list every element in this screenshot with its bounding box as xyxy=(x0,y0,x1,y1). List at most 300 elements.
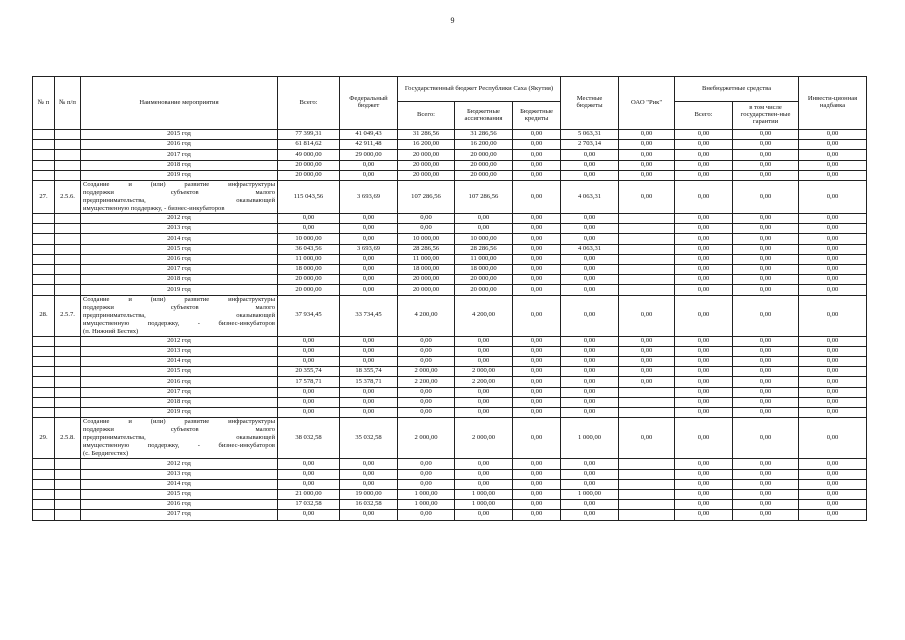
investment-bonus-cell: 0,00 xyxy=(799,387,867,397)
state-total-cell: 2 200,00 xyxy=(398,377,455,387)
rik-cell xyxy=(619,254,675,264)
extra-guarantees-cell: 0,00 xyxy=(733,387,799,397)
state-allocations-cell: 0,00 xyxy=(455,214,513,224)
extra-guarantees-cell: 0,00 xyxy=(733,459,799,469)
extra-guarantees-cell: 0,00 xyxy=(733,224,799,234)
measure-code-empty xyxy=(55,130,81,140)
year-label: 2013 год xyxy=(81,224,278,234)
total-cell: 17 032,58 xyxy=(278,500,340,510)
measure-name-line: имущественную поддержку, - бизнес-инкубаторов xyxy=(83,442,275,450)
extra-total-cell: 0,00 xyxy=(675,160,733,170)
year-label: 2014 год xyxy=(81,357,278,367)
row-number-empty xyxy=(33,160,55,170)
extra-guarantees-cell: 0,00 xyxy=(733,214,799,224)
extra-guarantees-cell: 0,00 xyxy=(733,397,799,407)
year-row xyxy=(33,265,867,275)
state-total-cell: 0,00 xyxy=(398,224,455,234)
state-allocations-cell: 20 000,00 xyxy=(455,150,513,160)
local-cell: 0,00 xyxy=(561,479,619,489)
measure-code-empty xyxy=(55,510,81,520)
rik-cell: 0,00 xyxy=(619,367,675,377)
extra-total-cell: 0,00 xyxy=(675,214,733,224)
rik-cell: 0,00 xyxy=(619,295,675,336)
year-row xyxy=(33,367,867,377)
state-credits-cell: 0,00 xyxy=(513,170,561,180)
year-label: 2012 год xyxy=(81,214,278,224)
investment-bonus-cell: 0,00 xyxy=(799,469,867,479)
extra-total-cell: 0,00 xyxy=(675,459,733,469)
state-total-cell: 0,00 xyxy=(398,397,455,407)
extra-guarantees-cell: 0,00 xyxy=(733,489,799,499)
row-number-empty xyxy=(33,387,55,397)
state-allocations-cell: 0,00 xyxy=(455,459,513,469)
state-total-cell: 107 286,56 xyxy=(398,180,455,213)
local-cell: 0,00 xyxy=(561,336,619,346)
measure-name-line: имущественную поддержку, - бизнес-инкубаторов xyxy=(83,205,225,213)
local-cell: 0,00 xyxy=(561,500,619,510)
state-allocations-cell: 2 000,00 xyxy=(455,418,513,459)
row-number-empty xyxy=(33,265,55,275)
total-cell: 20 000,00 xyxy=(278,285,340,295)
total-cell: 20 000,00 xyxy=(278,160,340,170)
federal-cell: 0,00 xyxy=(340,214,398,224)
header-rik: ОАО "Рик" xyxy=(619,77,675,130)
state-total-cell: 11 000,00 xyxy=(398,254,455,264)
extra-total-cell: 0,00 xyxy=(675,275,733,285)
investment-bonus-cell: 0,00 xyxy=(799,140,867,150)
rik-cell: 0,00 xyxy=(619,346,675,356)
measure-code: 2.5.8. xyxy=(55,418,81,459)
federal-cell: 0,00 xyxy=(340,336,398,346)
measure-code-empty xyxy=(55,500,81,510)
investment-bonus-cell: 0,00 xyxy=(799,479,867,489)
federal-cell: 0,00 xyxy=(340,479,398,489)
state-total-cell: 20 000,00 xyxy=(398,160,455,170)
year-label: 2016 год xyxy=(81,254,278,264)
measure-name xyxy=(81,295,278,336)
total-cell: 17 578,71 xyxy=(278,377,340,387)
state-credits-cell: 0,00 xyxy=(513,357,561,367)
extra-guarantees-cell: 0,00 xyxy=(733,469,799,479)
year-label: 2016 год xyxy=(81,377,278,387)
state-allocations-cell: 28 286,56 xyxy=(455,244,513,254)
year-row xyxy=(33,275,867,285)
row-number-empty xyxy=(33,489,55,499)
total-cell: 0,00 xyxy=(278,408,340,418)
year-label: 2013 год xyxy=(81,346,278,356)
header-no: № п xyxy=(33,77,55,130)
header-federal: Федеральный бюджет xyxy=(340,77,398,130)
extra-total-cell: 0,00 xyxy=(675,130,733,140)
federal-cell: 42 911,48 xyxy=(340,140,398,150)
year-label: 2015 год xyxy=(81,489,278,499)
year-row xyxy=(33,170,867,180)
state-allocations-cell: 0,00 xyxy=(455,510,513,520)
state-credits-cell: 0,00 xyxy=(513,295,561,336)
total-cell: 0,00 xyxy=(278,224,340,234)
year-label: 2018 год xyxy=(81,160,278,170)
year-row xyxy=(33,397,867,407)
federal-cell: 0,00 xyxy=(340,346,398,356)
investment-bonus-cell: 0,00 xyxy=(799,397,867,407)
year-row xyxy=(33,357,867,367)
extra-guarantees-cell: 0,00 xyxy=(733,244,799,254)
extra-total-cell: 0,00 xyxy=(675,367,733,377)
local-cell: 0,00 xyxy=(561,285,619,295)
extra-guarantees-cell: 0,00 xyxy=(733,357,799,367)
year-label: 2014 год xyxy=(81,234,278,244)
year-label: 2014 год xyxy=(81,479,278,489)
year-row xyxy=(33,459,867,469)
state-credits-cell: 0,00 xyxy=(513,160,561,170)
local-cell: 0,00 xyxy=(561,408,619,418)
investment-bonus-cell: 0,00 xyxy=(799,150,867,160)
state-allocations-cell: 2 200,00 xyxy=(455,377,513,387)
federal-cell: 0,00 xyxy=(340,357,398,367)
total-cell: 37 934,45 xyxy=(278,295,340,336)
year-row xyxy=(33,336,867,346)
extra-guarantees-cell: 0,00 xyxy=(733,150,799,160)
year-row xyxy=(33,479,867,489)
federal-cell: 3 693,69 xyxy=(340,180,398,213)
state-allocations-cell: 20 000,00 xyxy=(455,285,513,295)
extra-guarantees-cell: 0,00 xyxy=(733,418,799,459)
extra-total-cell: 0,00 xyxy=(675,170,733,180)
extra-guarantees-cell: 0,00 xyxy=(733,265,799,275)
total-cell: 21 000,00 xyxy=(278,489,340,499)
federal-cell: 0,00 xyxy=(340,285,398,295)
year-label: 2015 год xyxy=(81,367,278,377)
year-row xyxy=(33,377,867,387)
local-cell: 4 063,31 xyxy=(561,180,619,213)
investment-bonus-cell: 0,00 xyxy=(799,500,867,510)
state-allocations-cell: 0,00 xyxy=(455,408,513,418)
total-cell: 0,00 xyxy=(278,459,340,469)
state-allocations-cell: 0,00 xyxy=(455,346,513,356)
year-label: 2017 год xyxy=(81,150,278,160)
state-credits-cell: 0,00 xyxy=(513,224,561,234)
measure-code-empty xyxy=(55,214,81,224)
page-number: 9 xyxy=(450,16,455,25)
rik-cell xyxy=(619,244,675,254)
extra-total-cell: 0,00 xyxy=(675,479,733,489)
rik-cell: 0,00 xyxy=(619,130,675,140)
rik-cell xyxy=(619,387,675,397)
measure-name xyxy=(81,418,278,459)
extra-guarantees-cell: 0,00 xyxy=(733,254,799,264)
year-row xyxy=(33,234,867,244)
rik-cell: 0,00 xyxy=(619,418,675,459)
state-total-cell: 0,00 xyxy=(398,214,455,224)
measure-code-empty xyxy=(55,408,81,418)
state-allocations-cell: 0,00 xyxy=(455,387,513,397)
federal-cell: 0,00 xyxy=(340,254,398,264)
year-label: 2015 год xyxy=(81,130,278,140)
state-credits-cell: 0,00 xyxy=(513,418,561,459)
total-cell: 0,00 xyxy=(278,397,340,407)
extra-guarantees-cell: 0,00 xyxy=(733,336,799,346)
header-extra-total: Всего: xyxy=(675,102,733,130)
investment-bonus-cell: 0,00 xyxy=(799,418,867,459)
extra-total-cell: 0,00 xyxy=(675,357,733,367)
state-credits-cell: 0,00 xyxy=(513,130,561,140)
investment-bonus-cell: 0,00 xyxy=(799,160,867,170)
measure-name-line: Создание и (или) развитие инфраструктуры xyxy=(83,180,275,188)
rik-cell: 0,00 xyxy=(619,170,675,180)
extra-total-cell: 0,00 xyxy=(675,254,733,264)
state-credits-cell: 0,00 xyxy=(513,469,561,479)
local-cell: 0,00 xyxy=(561,265,619,275)
total-cell: 18 000,00 xyxy=(278,265,340,275)
investment-bonus-cell: 0,00 xyxy=(799,224,867,234)
state-total-cell: 0,00 xyxy=(398,336,455,346)
rik-cell: 0,00 xyxy=(619,357,675,367)
local-cell: 0,00 xyxy=(561,214,619,224)
extra-guarantees-cell: 0,00 xyxy=(733,170,799,180)
measure-code-empty xyxy=(55,397,81,407)
state-credits-cell: 0,00 xyxy=(513,500,561,510)
state-credits-cell: 0,00 xyxy=(513,377,561,387)
extra-guarantees-cell: 0,00 xyxy=(733,275,799,285)
rik-cell xyxy=(619,479,675,489)
state-total-cell: 28 286,56 xyxy=(398,244,455,254)
extra-total-cell: 0,00 xyxy=(675,387,733,397)
extra-guarantees-cell: 0,00 xyxy=(733,140,799,150)
state-allocations-cell: 0,00 xyxy=(455,224,513,234)
investment-bonus-cell: 0,00 xyxy=(799,510,867,520)
year-label: 2012 год xyxy=(81,336,278,346)
measure-code-empty xyxy=(55,140,81,150)
measure-row xyxy=(33,180,867,213)
table-body xyxy=(33,130,867,521)
state-credits-cell: 0,00 xyxy=(513,387,561,397)
state-credits-cell: 0,00 xyxy=(513,234,561,244)
year-row xyxy=(33,387,867,397)
row-number: 28. xyxy=(33,295,55,336)
header-state-allocations: Бюджетные ассигнования xyxy=(455,102,513,130)
federal-cell: 0,00 xyxy=(340,408,398,418)
state-credits-cell: 0,00 xyxy=(513,254,561,264)
row-number-empty xyxy=(33,275,55,285)
year-row xyxy=(33,224,867,234)
measure-code-empty xyxy=(55,377,81,387)
measure-code: 2.5.6. xyxy=(55,180,81,213)
federal-cell: 0,00 xyxy=(340,275,398,285)
budget-table xyxy=(32,76,867,521)
measure-code-empty xyxy=(55,224,81,234)
measure-code-empty xyxy=(55,387,81,397)
local-cell: 0,00 xyxy=(561,170,619,180)
state-credits-cell: 0,00 xyxy=(513,479,561,489)
local-cell: 0,00 xyxy=(561,234,619,244)
local-cell: 4 063,31 xyxy=(561,244,619,254)
measure-code-empty xyxy=(55,275,81,285)
state-total-cell: 0,00 xyxy=(398,479,455,489)
extra-total-cell: 0,00 xyxy=(675,244,733,254)
measure-code-empty xyxy=(55,336,81,346)
extra-guarantees-cell: 0,00 xyxy=(733,295,799,336)
local-cell: 0,00 xyxy=(561,377,619,387)
extra-total-cell: 0,00 xyxy=(675,346,733,356)
local-cell: 0,00 xyxy=(561,459,619,469)
state-allocations-cell: 0,00 xyxy=(455,397,513,407)
state-total-cell: 20 000,00 xyxy=(398,170,455,180)
rik-cell xyxy=(619,275,675,285)
state-credits-cell: 0,00 xyxy=(513,214,561,224)
extra-total-cell: 0,00 xyxy=(675,285,733,295)
extra-guarantees-cell: 0,00 xyxy=(733,346,799,356)
extra-total-cell: 0,00 xyxy=(675,489,733,499)
measure-code-empty xyxy=(55,244,81,254)
extra-total-cell: 0,00 xyxy=(675,418,733,459)
state-allocations-cell: 0,00 xyxy=(455,479,513,489)
federal-cell: 0,00 xyxy=(340,234,398,244)
rik-cell xyxy=(619,469,675,479)
measure-name-line: предпринимательства, оказывающей xyxy=(83,197,275,204)
row-number-empty xyxy=(33,367,55,377)
row-number-empty xyxy=(33,244,55,254)
state-total-cell: 4 200,00 xyxy=(398,295,455,336)
investment-bonus-cell: 0,00 xyxy=(799,130,867,140)
measure-code-empty xyxy=(55,357,81,367)
total-cell: 0,00 xyxy=(278,469,340,479)
state-total-cell: 20 000,00 xyxy=(398,275,455,285)
extra-guarantees-cell: 0,00 xyxy=(733,180,799,213)
investment-bonus-cell: 0,00 xyxy=(799,180,867,213)
year-label: 2019 год xyxy=(81,170,278,180)
row-number-empty xyxy=(33,214,55,224)
rik-cell: 0,00 xyxy=(619,377,675,387)
row-number-empty xyxy=(33,285,55,295)
total-cell: 0,00 xyxy=(278,479,340,489)
state-allocations-cell: 20 000,00 xyxy=(455,170,513,180)
state-credits-cell: 0,00 xyxy=(513,275,561,285)
federal-cell: 0,00 xyxy=(340,397,398,407)
state-allocations-cell: 10 000,00 xyxy=(455,234,513,244)
state-credits-cell: 0,00 xyxy=(513,244,561,254)
header-state-budget: Государственный бюджет Республики Саха (Якутия) xyxy=(398,77,561,102)
year-row xyxy=(33,150,867,160)
investment-bonus-cell: 0,00 xyxy=(799,489,867,499)
header-state-total: Всего: xyxy=(398,102,455,130)
year-row xyxy=(33,489,867,499)
investment-bonus-cell: 0,00 xyxy=(799,336,867,346)
state-credits-cell: 0,00 xyxy=(513,408,561,418)
local-cell: 5 063,31 xyxy=(561,130,619,140)
total-cell: 115 043,56 xyxy=(278,180,340,213)
rik-cell xyxy=(619,510,675,520)
header-no-pp: № п/п xyxy=(55,77,81,130)
state-total-cell: 18 000,00 xyxy=(398,265,455,275)
state-total-cell: 0,00 xyxy=(398,408,455,418)
year-row xyxy=(33,244,867,254)
federal-cell: 15 378,71 xyxy=(340,377,398,387)
total-cell: 20 000,00 xyxy=(278,275,340,285)
total-cell: 36 043,56 xyxy=(278,244,340,254)
extra-guarantees-cell: 0,00 xyxy=(733,234,799,244)
extra-guarantees-cell: 0,00 xyxy=(733,367,799,377)
measure-name-line: предпринимательства, оказывающей xyxy=(83,311,275,319)
row-number-empty xyxy=(33,224,55,234)
extra-total-cell: 0,00 xyxy=(675,469,733,479)
investment-bonus-cell: 0,00 xyxy=(799,275,867,285)
rik-cell xyxy=(619,397,675,407)
rik-cell: 0,00 xyxy=(619,160,675,170)
federal-cell: 18 355,74 xyxy=(340,367,398,377)
measure-name-line: поддержки субъектов малого xyxy=(83,188,275,196)
local-cell: 0,00 xyxy=(561,510,619,520)
measure-code-empty xyxy=(55,479,81,489)
row-number-empty xyxy=(33,130,55,140)
row-number-empty xyxy=(33,377,55,387)
measure-code-empty xyxy=(55,265,81,275)
state-total-cell: 0,00 xyxy=(398,469,455,479)
extra-total-cell: 0,00 xyxy=(675,224,733,234)
total-cell: 77 399,31 xyxy=(278,130,340,140)
extra-total-cell: 0,00 xyxy=(675,510,733,520)
year-label: 2017 год xyxy=(81,387,278,397)
state-allocations-cell: 1 000,00 xyxy=(455,500,513,510)
total-cell: 0,00 xyxy=(278,336,340,346)
row-number-empty xyxy=(33,479,55,489)
measure-code-empty xyxy=(55,469,81,479)
state-allocations-cell: 31 286,56 xyxy=(455,130,513,140)
state-credits-cell: 0,00 xyxy=(513,140,561,150)
extra-guarantees-cell: 0,00 xyxy=(733,408,799,418)
year-label: 2012 год xyxy=(81,459,278,469)
local-cell: 0,00 xyxy=(561,469,619,479)
state-allocations-cell: 0,00 xyxy=(455,336,513,346)
investment-bonus-cell: 0,00 xyxy=(799,285,867,295)
extra-guarantees-cell: 0,00 xyxy=(733,377,799,387)
extra-total-cell: 0,00 xyxy=(675,234,733,244)
year-label: 2019 год xyxy=(81,285,278,295)
state-total-cell: 16 200,00 xyxy=(398,140,455,150)
investment-bonus-cell: 0,00 xyxy=(799,357,867,367)
rik-cell: 0,00 xyxy=(619,336,675,346)
measure-code-empty xyxy=(55,150,81,160)
federal-cell: 19 000,00 xyxy=(340,489,398,499)
state-allocations-cell: 1 000,00 xyxy=(455,489,513,499)
header-measure-name: Наименование мероприятия xyxy=(81,77,278,130)
investment-bonus-cell: 0,00 xyxy=(799,170,867,180)
rik-cell: 0,00 xyxy=(619,150,675,160)
year-label: 2018 год xyxy=(81,397,278,407)
measure-row xyxy=(33,295,867,336)
total-cell: 20 000,00 xyxy=(278,170,340,180)
federal-cell: 41 049,43 xyxy=(340,130,398,140)
federal-cell: 29 000,00 xyxy=(340,150,398,160)
header-local-budgets: Местные бюджеты xyxy=(561,77,619,130)
extra-guarantees-cell: 0,00 xyxy=(733,285,799,295)
local-cell: 0,00 xyxy=(561,357,619,367)
investment-bonus-cell: 0,00 xyxy=(799,265,867,275)
state-credits-cell: 0,00 xyxy=(513,489,561,499)
federal-cell: 16 032,58 xyxy=(340,500,398,510)
state-credits-cell: 0,00 xyxy=(513,459,561,469)
row-number-empty xyxy=(33,150,55,160)
row-number-empty xyxy=(33,459,55,469)
investment-bonus-cell: 0,00 xyxy=(799,234,867,244)
year-row xyxy=(33,130,867,140)
measure-code-empty xyxy=(55,234,81,244)
year-label: 2018 год xyxy=(81,275,278,285)
extra-total-cell: 0,00 xyxy=(675,265,733,275)
measure-name-line: поддержки субъектов малого xyxy=(83,426,275,434)
row-number-empty xyxy=(33,336,55,346)
state-allocations-cell: 4 200,00 xyxy=(455,295,513,336)
rik-cell xyxy=(619,285,675,295)
